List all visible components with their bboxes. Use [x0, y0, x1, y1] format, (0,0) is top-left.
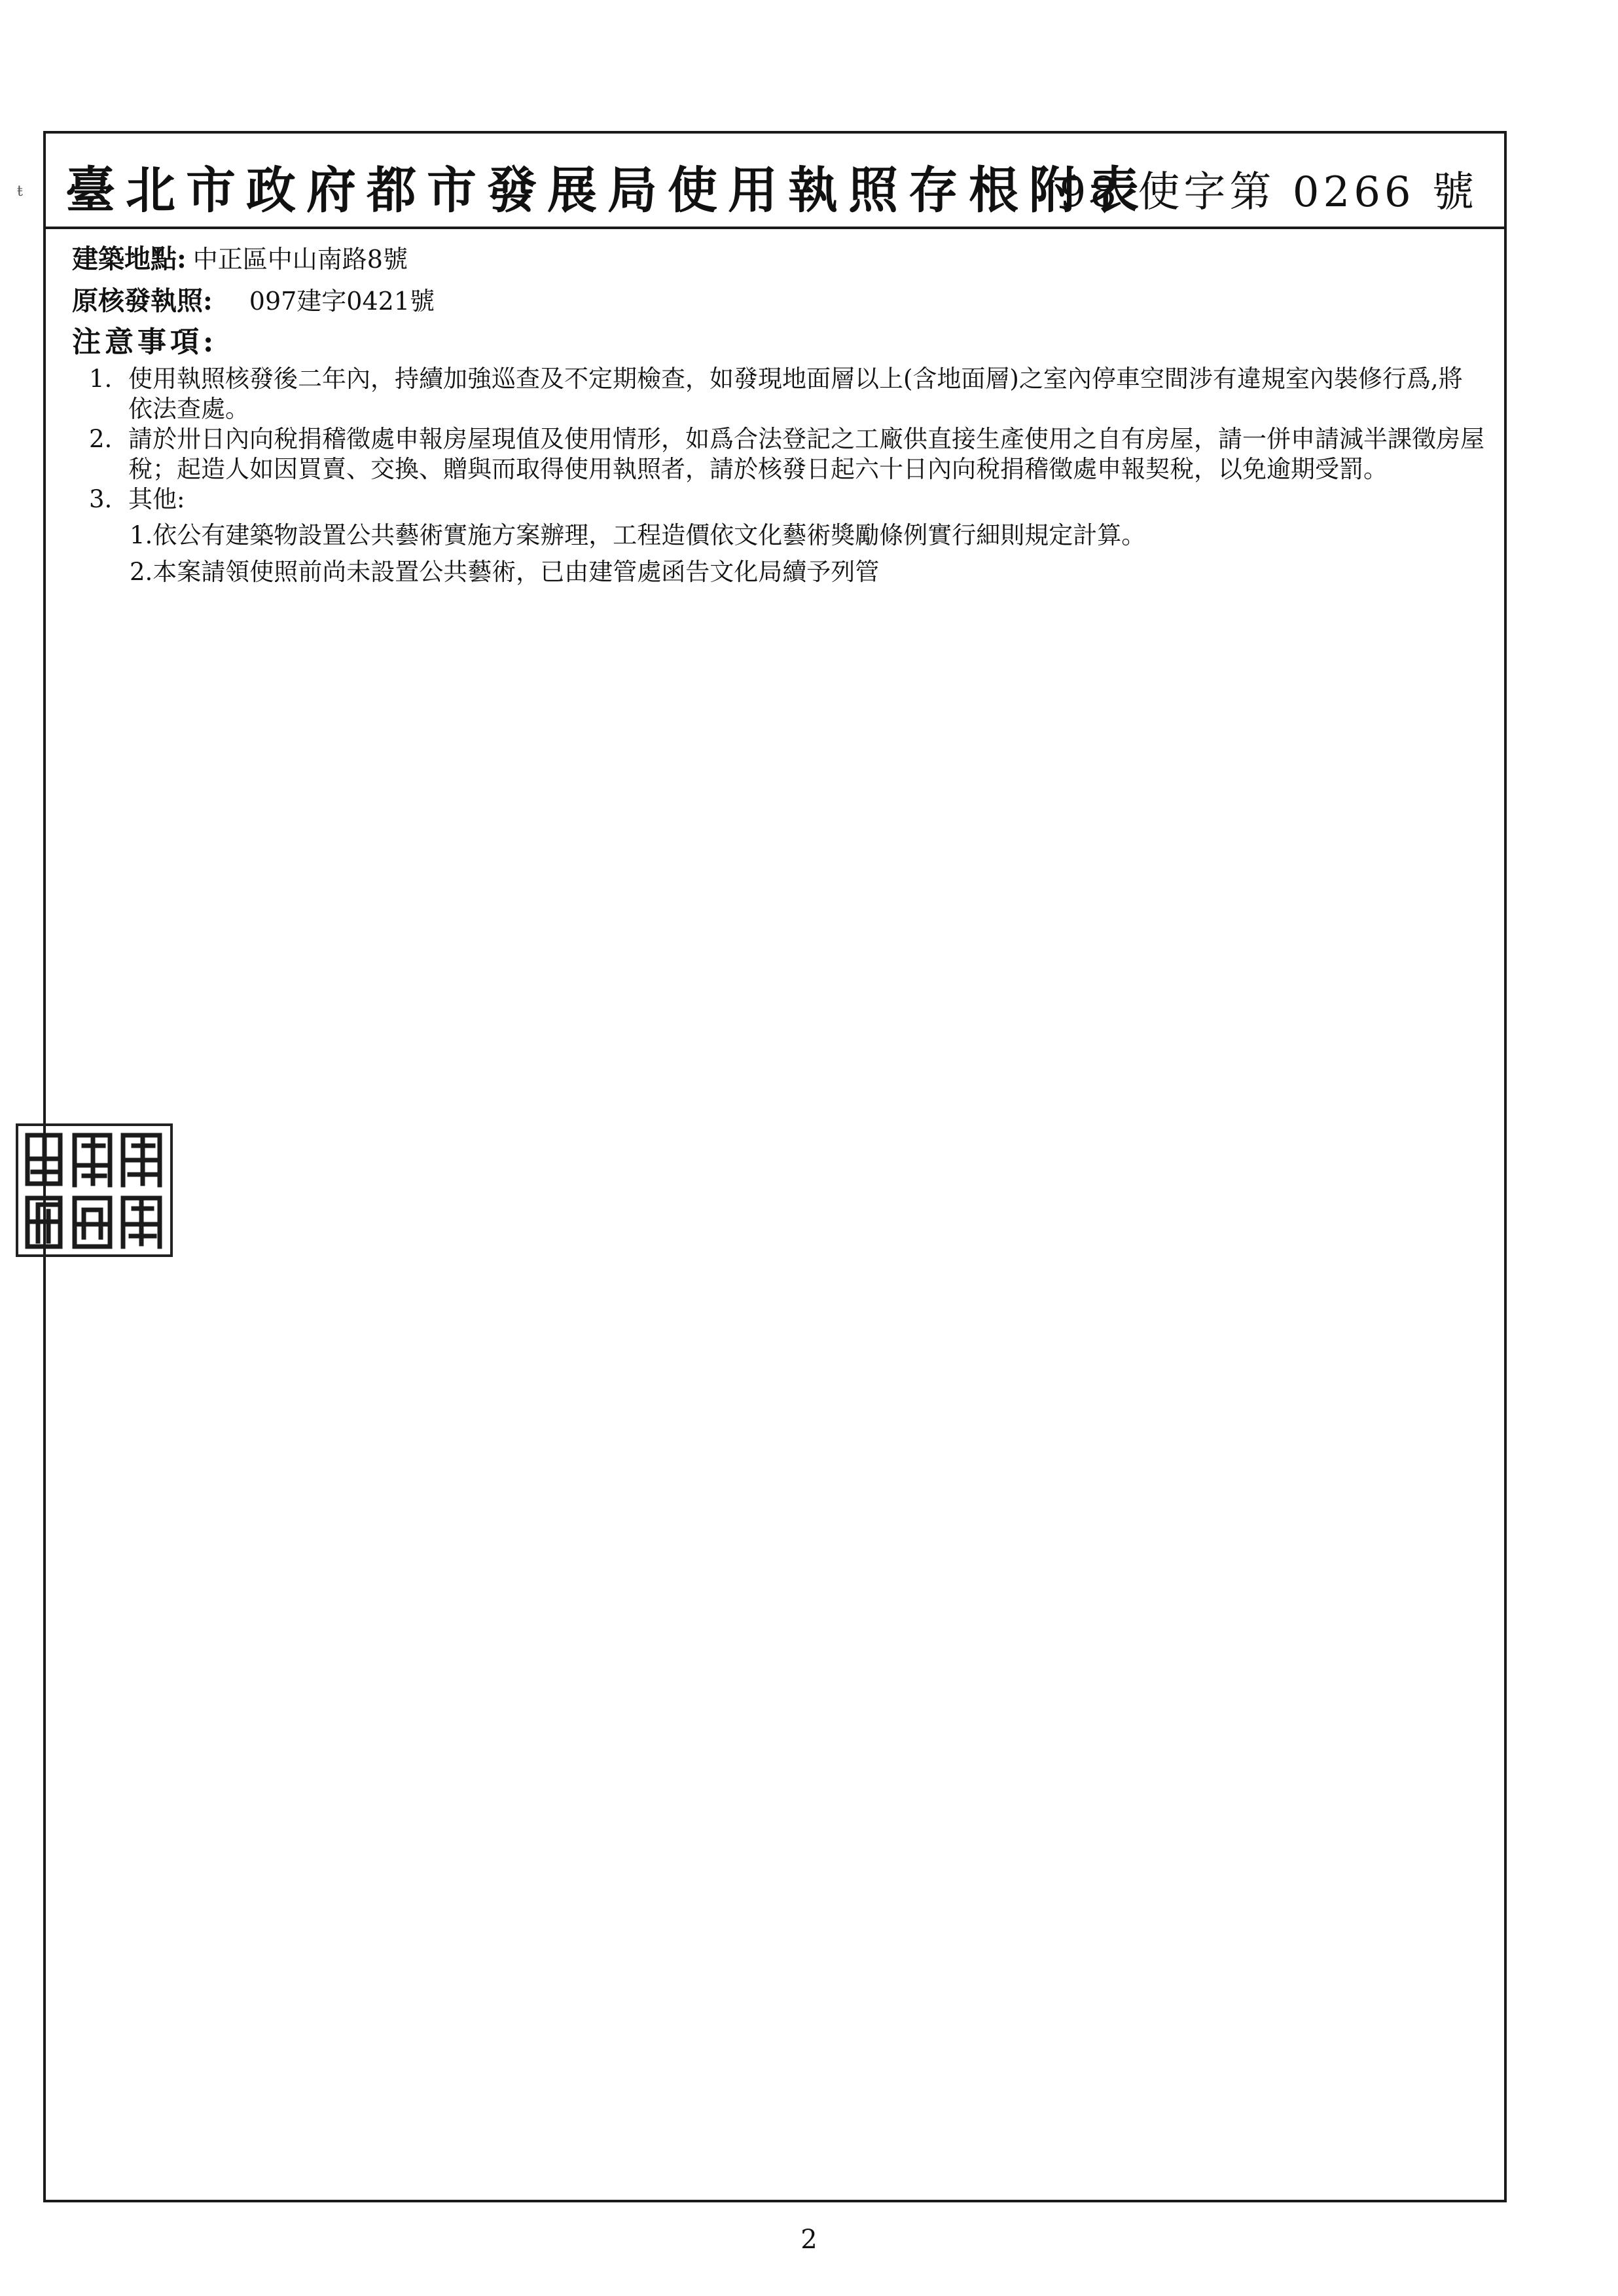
document-frame: [43, 131, 1507, 2202]
document-header: [46, 134, 1504, 229]
original-permit-value: 097建字0421號: [249, 287, 435, 316]
note-text: 其他:: [128, 485, 185, 513]
notes-title: 注意事項:: [72, 325, 218, 359]
document-body: [72, 238, 1484, 591]
note-number: 1.: [89, 365, 113, 393]
original-permit-field: [72, 280, 1484, 322]
official-seal: [16, 1123, 173, 1257]
other-notes: [128, 517, 1484, 591]
note-text: 使用執照核發後二年內，持續加強巡查及不定期檢查，如發現地面層以上(含地面層)之室內停車空間涉有違規室內裝修行爲,將依法查處。: [128, 365, 1463, 423]
notes-list: [72, 364, 1484, 591]
note-item: [72, 364, 1484, 424]
original-permit-label: 原核發執照:: [72, 285, 213, 316]
building-location-value: 中正區中山南路8號: [192, 245, 408, 274]
note-item: [72, 484, 1484, 591]
note-text: 請於卅日內向稅捐稽徵處申報房屋現值及使用情形，如爲合法登記之工廠供直接生產使用之自有房屋，請一併申請減半課徵房屋稅；起造人如因買賣、交換、贈與而取得使用執照者，請於核發日起六十日內向稅捐稽徵處申報契稅，以免逾期受罰。: [128, 425, 1484, 483]
note-number: 2.: [89, 425, 113, 453]
other-note-item: 1.依公有建築物設置公共藝術實施方案辦理，工程造價依文化藝術獎勵條例實行細則規定計算。: [130, 521, 1146, 549]
note-number: 3.: [89, 485, 113, 513]
note-item: [72, 424, 1484, 484]
building-location-field: [72, 238, 1484, 280]
permit-number: 98 使字第 0266 號: [1059, 168, 1478, 217]
page-number: 2: [800, 2225, 818, 2255]
document-title: 臺北市政府都市發展局使用執照存根附表: [65, 161, 1149, 219]
seal-glyphs-icon: [18, 1126, 170, 1254]
building-location-label: 建築地點:: [72, 244, 187, 274]
other-note-item: 2.本案請領使照前尚未設置公共藝術，已由建管處函告文化局續予列管: [130, 558, 880, 586]
margin-mark: ŧ: [17, 183, 23, 200]
